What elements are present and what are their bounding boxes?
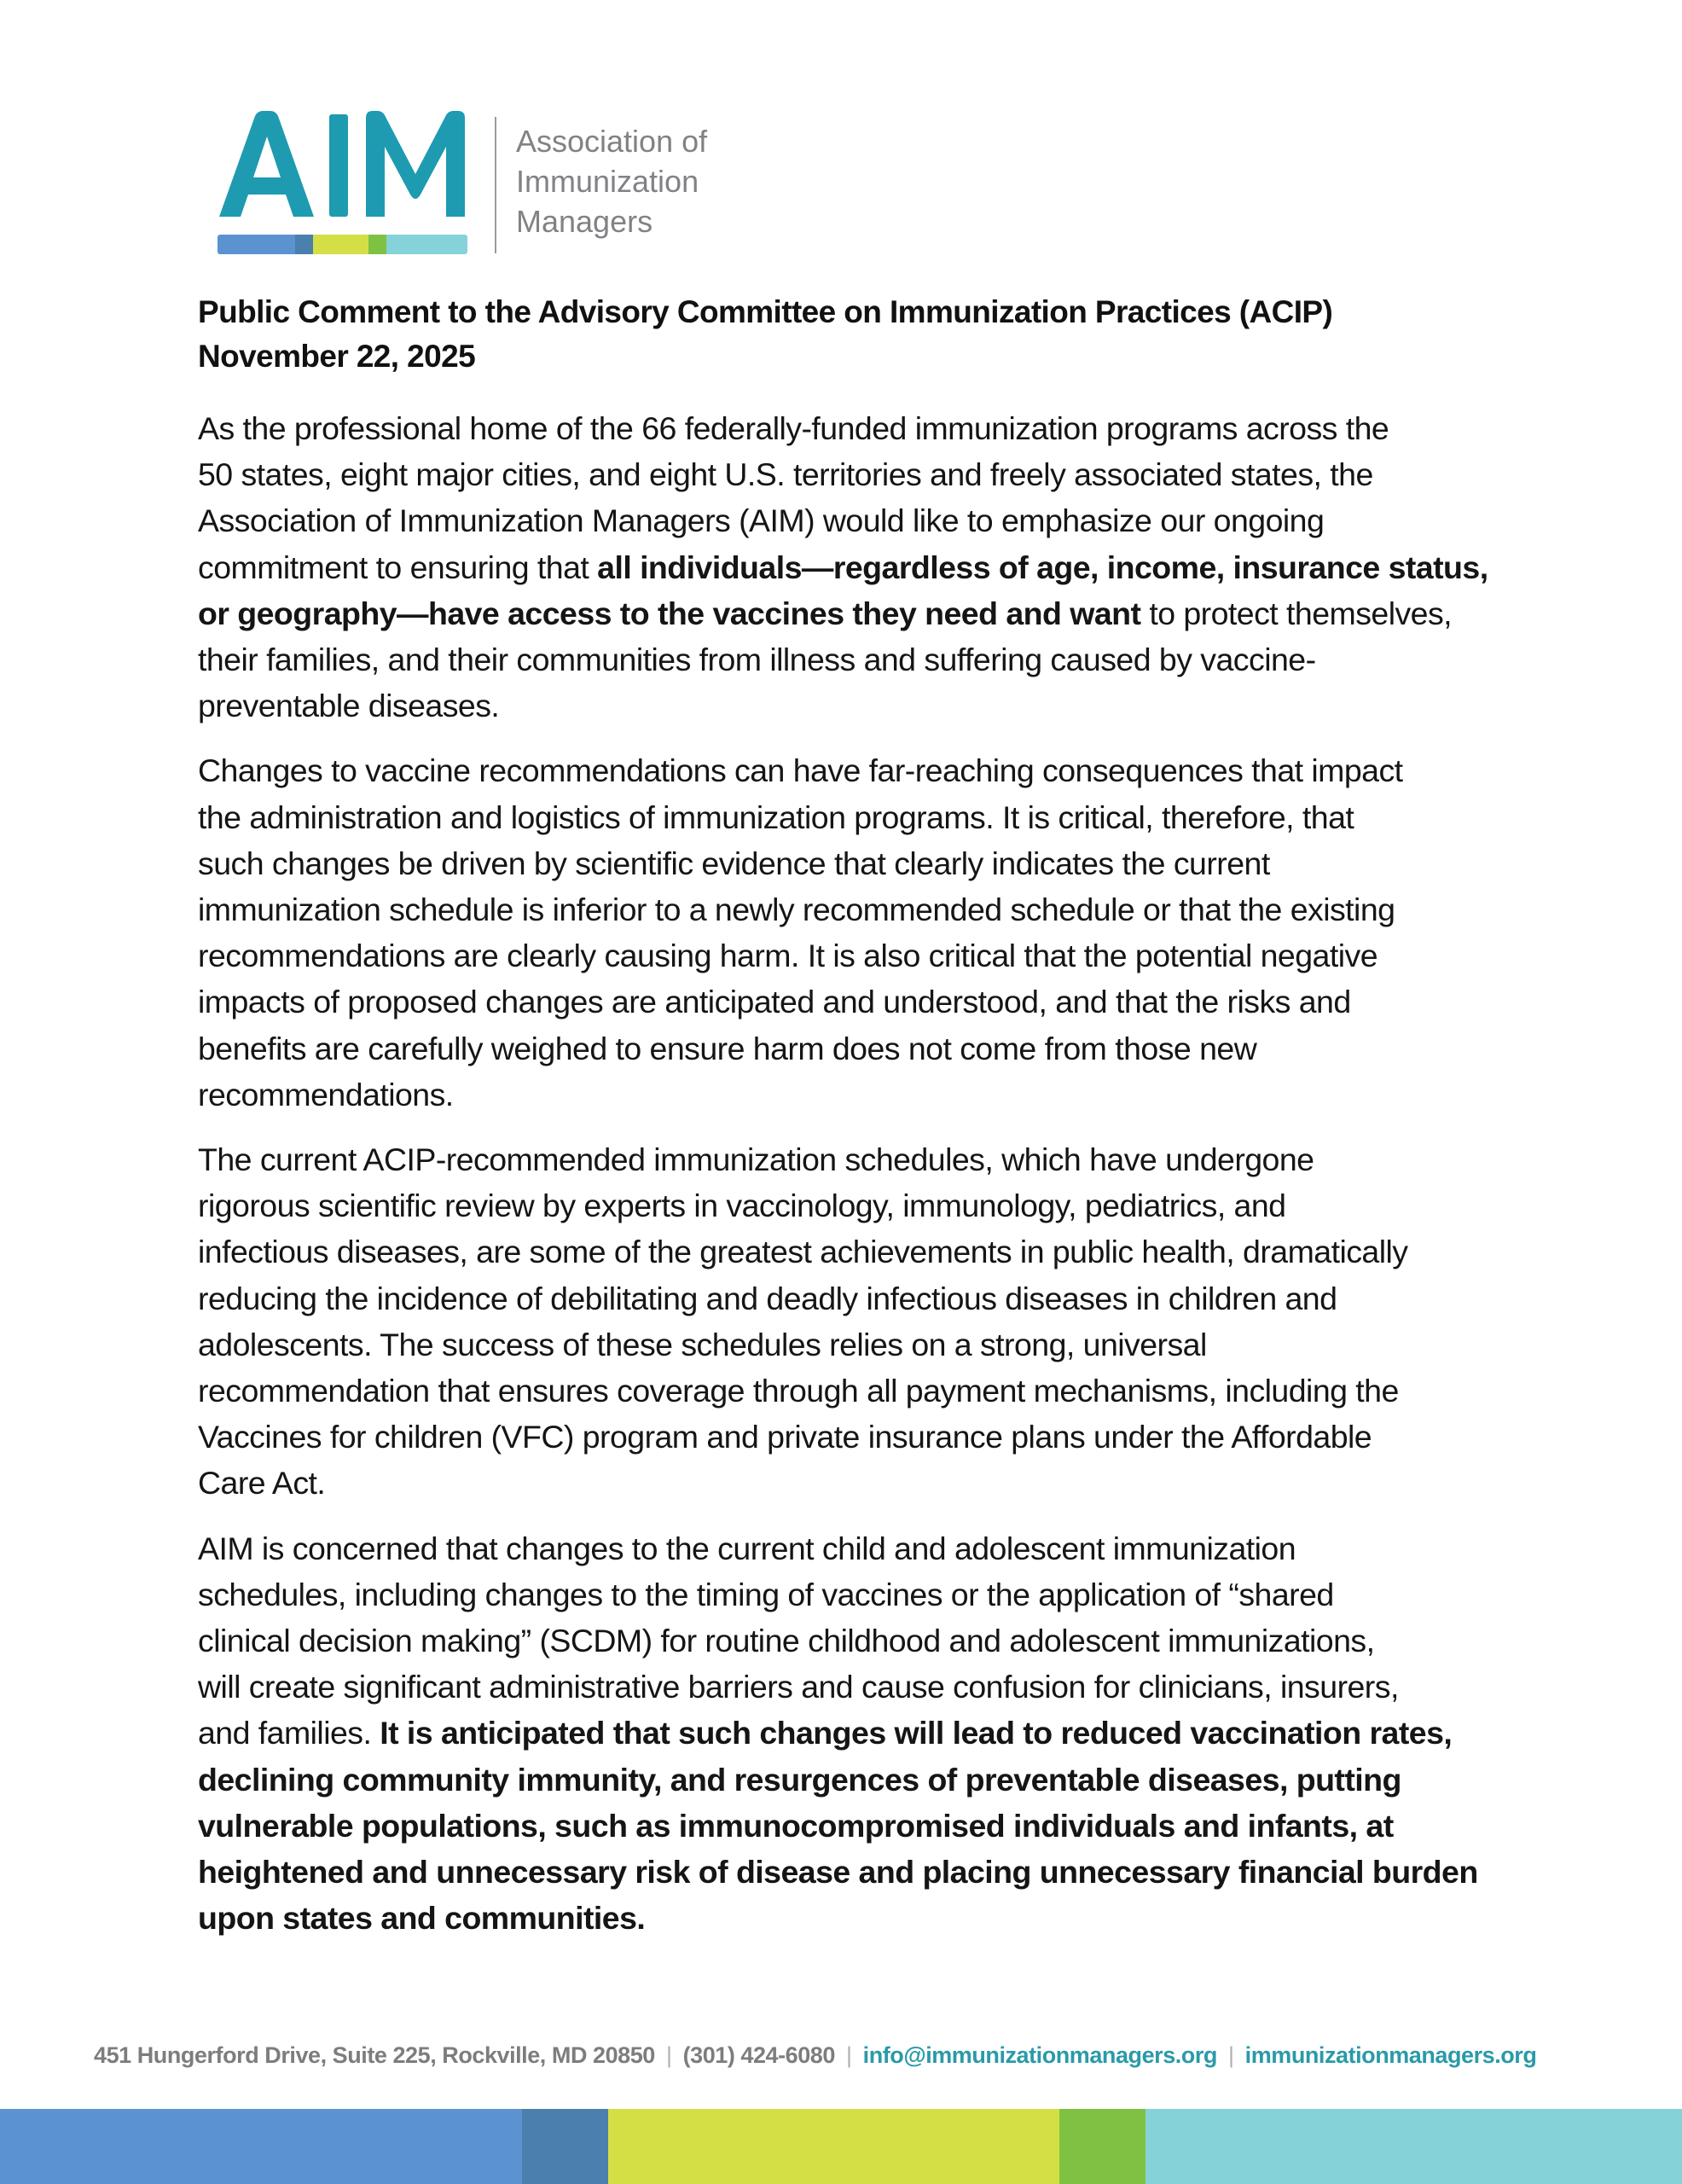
footer-separator: | [846,2042,852,2068]
bold-text: or geography—have access to the vaccines they need and want [198,595,1141,631]
footer-band-segment [1146,2109,1682,2184]
paragraph-line [198,636,1528,682]
footer-contact-info [94,2041,1536,2070]
text-run: 50 states, eight major cities, and eight U.S. territories and freely associated states, the [198,456,1373,493]
paragraph-line [198,1182,1528,1228]
paragraph-line [198,497,1528,543]
text-run: clinical decision making” (SCDM) for routine childhood and adolescent immunizations, [198,1623,1375,1659]
logo-name-line: Association of [516,124,708,159]
text-run: preventable diseases. [198,688,500,724]
paragraph-line [198,544,1528,590]
text-run: immunization schedule is inferior to a newly recommended schedule or that the existing [198,892,1395,928]
bold-text: vulnerable populations, such as immunocompromised individuals and infants, at [198,1807,1394,1844]
paragraph-line [198,1414,1528,1460]
paragraph-line [198,1618,1528,1664]
footer-email-link[interactable]: info@immunizationmanagers.org [862,2042,1217,2068]
paragraph-line [198,451,1528,497]
paragraph-line [198,682,1528,729]
bold-text: It is anticipated that such changes will lead to reduced vaccination rates, [380,1715,1453,1751]
logo-bar-segment [368,235,386,254]
footer-address: 451 Hungerford Drive, Suite 225, Rockville, MD 20850 [94,2042,655,2068]
bold-text: declining community immunity, and resurgences of preventable diseases, putting [198,1761,1401,1798]
paragraph-line [198,840,1528,886]
logo-bar-segment [218,235,295,254]
footer-separator: | [665,2042,672,2068]
paragraph-line [198,590,1528,636]
paragraph-line [198,1368,1528,1414]
bold-text: upon states and communities. [198,1900,646,1937]
paragraph-line [198,1710,1528,1756]
paragraph-line [198,886,1528,932]
text-run: adolescents. The success of these schedules relies on a strong, universal [198,1326,1207,1362]
footer-phone[interactable]: (301) 424-6080 [682,2042,835,2068]
text-run: recommendations are clearly causing harm. It is also critical that the potential negative [198,938,1378,974]
paragraph-line [198,1228,1528,1275]
paragraph-line [198,1460,1528,1506]
text-run: rigorous scientific review by experts in vaccinology, immunology, pediatrics, and [198,1188,1286,1224]
paragraph-line [198,1803,1528,1849]
text-run: their families, and their communities from illness and suffering caused by vaccine- [198,642,1316,678]
paragraph-line [198,794,1528,840]
text-run: such changes be driven by scientific evidence that clearly indicates the current [198,845,1270,881]
text-run: recommendation that ensures coverage through all payment mechanisms, including the [198,1373,1399,1409]
logo-bar-segment [313,235,368,254]
logo-organization-name [516,121,707,241]
paragraph-line [198,1849,1528,1895]
logo-name-line: Immunization [516,164,699,199]
text-run: infectious diseases, are some of the greatest achievements in public health, dramatically [198,1234,1408,1270]
paragraph-line [198,1072,1528,1118]
text-run: reducing the incidence of debilitating and deadly infectious diseases in children and [198,1280,1337,1316]
text-run: Vaccines for children (VFC) program and private insurance plans under the Affordable [198,1419,1372,1455]
bold-text: all individuals—regardless of age, income, insurance status, [597,549,1488,585]
footer-band-segment [0,2109,522,2184]
logo-divider [495,117,496,253]
body-paragraph [198,747,1528,1118]
document-date: November 22, 2025 [198,339,476,374]
bold-text: heightened and unnecessary risk of disease and placing unnecessary financial burden [198,1854,1478,1891]
logo-name-line: Managers [516,204,653,239]
body-paragraph [198,1525,1528,1942]
text-run: commitment to ensuring that [198,549,598,585]
footer-color-band [0,2109,1682,2184]
paragraph-line [198,1275,1528,1321]
paragraph-line [198,1895,1528,1941]
body-paragraph [198,405,1528,729]
paragraph-line [198,747,1528,793]
text-run: recommendations. [198,1076,454,1112]
paragraph-line [198,1664,1528,1710]
aim-logo-mark-icon [218,111,468,222]
aim-logo [218,111,729,260]
text-run: AIM is concerned that changes to the current child and adolescent immunization [198,1530,1296,1566]
text-run: the administration and logistics of immunization programs. It is critical, therefore, that [198,799,1354,835]
text-run: The current ACIP-recommended immunization schedules, which have undergone [198,1141,1314,1178]
text-run: will create significant administrative barriers and cause confusion for clinicians, insurers, [198,1669,1399,1705]
logo-letter-m [366,111,465,217]
paragraph-line [198,1321,1528,1368]
paragraph-line [198,1136,1528,1182]
text-run: and families. [198,1715,380,1751]
logo-letter-a [219,111,314,217]
document-title: Public Comment to the Advisory Committee on Immunization Practices (ACIP) [198,294,1333,329]
paragraph-line [198,979,1528,1025]
footer-band-segment [608,2109,1059,2184]
footer-band-segment [1059,2109,1146,2184]
footer-website-link[interactable]: immunizationmanagers.org [1244,2042,1537,2068]
paragraph-line [198,405,1528,451]
logo-letters [219,111,465,217]
text-run: benefits are carefully weighed to ensure harm does not come from those new [198,1030,1257,1066]
logo-color-bar [218,235,467,254]
body-paragraph [198,1136,1528,1507]
paragraph-line [198,1025,1528,1072]
paragraph-line [198,1571,1528,1618]
text-run: to protect themselves, [1140,595,1453,631]
text-run: Changes to vaccine recommendations can have far-reaching consequences that impact [198,752,1403,789]
footer-separator: | [1228,2042,1234,2068]
paragraph-line [198,932,1528,979]
text-run: As the professional home of the 66 federally-funded immunization programs across the [198,410,1389,446]
text-run: impacts of proposed changes are anticipated and understood, and that the risks and [198,984,1351,1020]
logo-letter-i [329,114,348,217]
text-run: schedules, including changes to the timing of vaccines or the application of “shared [198,1576,1334,1612]
paragraph-line [198,1525,1528,1571]
document-body [198,405,1528,1960]
footer-band-segment [522,2109,608,2184]
logo-bar-segment [386,235,467,254]
text-run: Association of Immunization Managers (AIM) would like to emphasize our ongoing [198,502,1325,539]
text-run: Care Act. [198,1465,326,1502]
document-heading [198,290,1332,379]
paragraph-line [198,1757,1528,1803]
logo-bar-segment [295,235,313,254]
